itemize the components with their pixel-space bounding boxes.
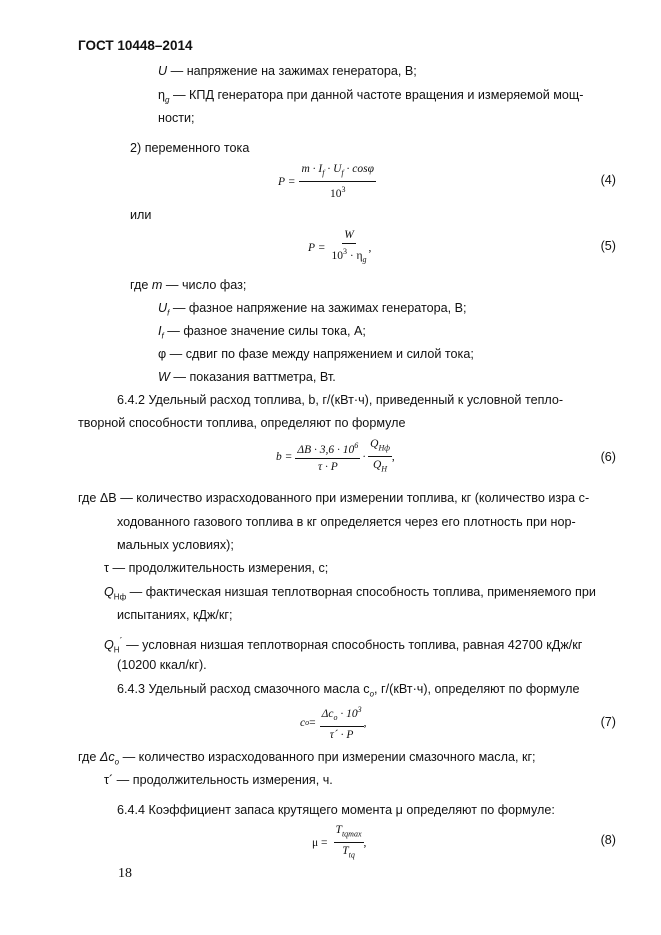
def-qh-line1: $Q_H^´$ — условная низшая теплотворная способность топлива, равная 42700 кДж/кг <box>104 636 583 655</box>
def-w: W — показания ваттметра, Вт. <box>158 370 336 384</box>
def-u: U — напряжение на зажимах генератора, В; <box>158 64 417 78</box>
def-qhf-line1: $Q_{Hф}$ — фактическая низшая теплотворная способность топлива, применяемого при <box>104 585 596 602</box>
document-header: ГОСТ 10448–2014 <box>78 38 193 53</box>
def-if: $I_f$ — фазное значение силы тока, А; <box>158 324 366 341</box>
def-qh-line2: (10200 ккал/кг). <box>117 658 207 672</box>
or-word: или <box>130 208 152 222</box>
def-tau: τ — продолжительность измерения, с; <box>104 561 329 575</box>
equation-7-number: (7) <box>600 715 616 729</box>
equation-4-number: (4) <box>600 173 616 187</box>
page-number: 18 <box>118 866 132 881</box>
equation-6: b = $\frac{\Delta B \cdot 3,6 \cdot 10^6}{\tau \cdot P}$ · $\frac{Q_{Hф}}{Q_H}$ , <box>276 438 395 474</box>
equation-4: P = $\frac{m \cdot I_f \cdot U_f \cdot \cos\varphi}{10^3}$ <box>278 163 374 201</box>
paragraph-6-4-3: 6.4.3 Удельный расход смазочного масла $c_o$, г/(кВт·ч), определяют по формуле <box>117 682 580 699</box>
def-delta-co: где $\Delta c_o$ — количество израсходованного при измерении смазочного масла, кг; <box>78 750 536 767</box>
def-uf: $U_f$ — фазное напряжение на зажимах генератора, В; <box>158 301 467 318</box>
def-delta-b-line2: ходованного газового топлива в кг определяется через его плотность при нор- <box>117 515 576 529</box>
item-2-heading: 2) переменного тока <box>130 141 250 155</box>
equation-8: μ = $\frac{T_{tqmax}}{T_{tq}}$ , <box>312 824 367 860</box>
def-delta-b-line1: где ΔB — количество израсходованного при измерении топлива, кг (количество изра с- <box>78 491 590 505</box>
equation-5-number: (5) <box>600 239 616 253</box>
equation-5: P = $\frac{W}{10^3 \cdot \eta_g}$ , <box>308 229 372 265</box>
def-m: где m — число фаз; <box>130 278 247 292</box>
paragraph-6-4-4: 6.4.4 Коэффициент запаса крутящего момента μ определяют по формуле: <box>117 803 555 817</box>
def-eta-g: $\eta_g$ — КПД генератора при данной частоте вращения и измеряемой мощ- <box>158 88 584 105</box>
paragraph-6-4-2-line1: 6.4.2 Удельный расход топлива, b, г/(кВт·ч), приведенный к условной тепло- <box>117 393 564 407</box>
def-eta-g-cont: ности; <box>158 111 195 125</box>
def-qhf-line2: испытаниях, кДж/кг; <box>117 608 233 622</box>
equation-7: c o = $\frac{\Delta c_o \cdot 10^3}{\tau´ \cdot P}$ , <box>300 705 367 742</box>
equation-6-number: (6) <box>600 450 616 464</box>
paragraph-6-4-2-line2: творной способности топлива, определяют по формуле <box>78 416 406 430</box>
def-phi: φ — сдвиг по фазе между напряжением и силой тока; <box>158 347 474 361</box>
def-delta-b-line3: мальных условиях); <box>117 538 234 552</box>
def-tau-prime: τ´ — продолжительность измерения, ч. <box>104 773 333 787</box>
equation-8-number: (8) <box>600 833 616 847</box>
